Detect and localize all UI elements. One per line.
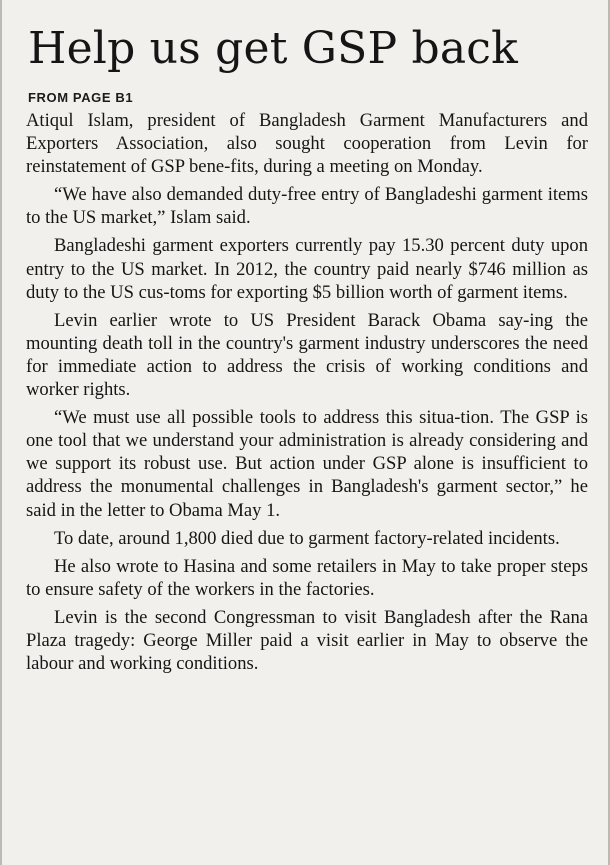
- left-border: [0, 0, 2, 865]
- jump-line: FROM PAGE B1: [28, 90, 134, 105]
- headline: Help us get GSP back: [28, 23, 518, 74]
- paragraph: “We have also demanded duty-free entry of Bangladeshi garment items to the US market,” Islam said.: [26, 184, 588, 229]
- paragraph: Atiqul Islam, president of Bangladesh Garment Manufacturers and Exporters Association, also sought cooperation from Levin for reinstatement of GSP bene-fits, during a meeting on Monday.: [26, 110, 588, 178]
- paragraph: Levin is the second Congressman to visit Bangladesh after the Rana Plaza tragedy: George Miller paid a visit earlier in May to observe the labour and working conditions.: [26, 606, 588, 675]
- paragraph: “We must use all possible tools to address this situa-tion. The GSP is one tool that we understand your administration is already considering and we support its robust use. But action under GSP alone is insufficient to address the monumental challenges in Bangladesh's garment sector,” he said in the letter to Obama May 1.: [26, 407, 588, 521]
- paragraph: Levin earlier wrote to US President Barack Obama say-ing the mounting death toll in the country's garment industry underscores the need for immediate action to address the crisis of working conditions and worker rights.: [26, 309, 588, 401]
- paragraph: Bangladeshi garment exporters currently pay 15.30 percent duty upon entry to the US market. In 2012, the country paid nearly $746 million as duty to the US cus-toms for exporting $5 billion worth of garment items.: [26, 235, 588, 303]
- paragraph: To date, around 1,800 died due to garment factory-related incidents.: [54, 527, 560, 549]
- paragraph: He also wrote to Hasina and some retailers in May to take proper steps to ensure safety of the workers in the factories.: [26, 555, 588, 600]
- article-body: [26, 109, 588, 680]
